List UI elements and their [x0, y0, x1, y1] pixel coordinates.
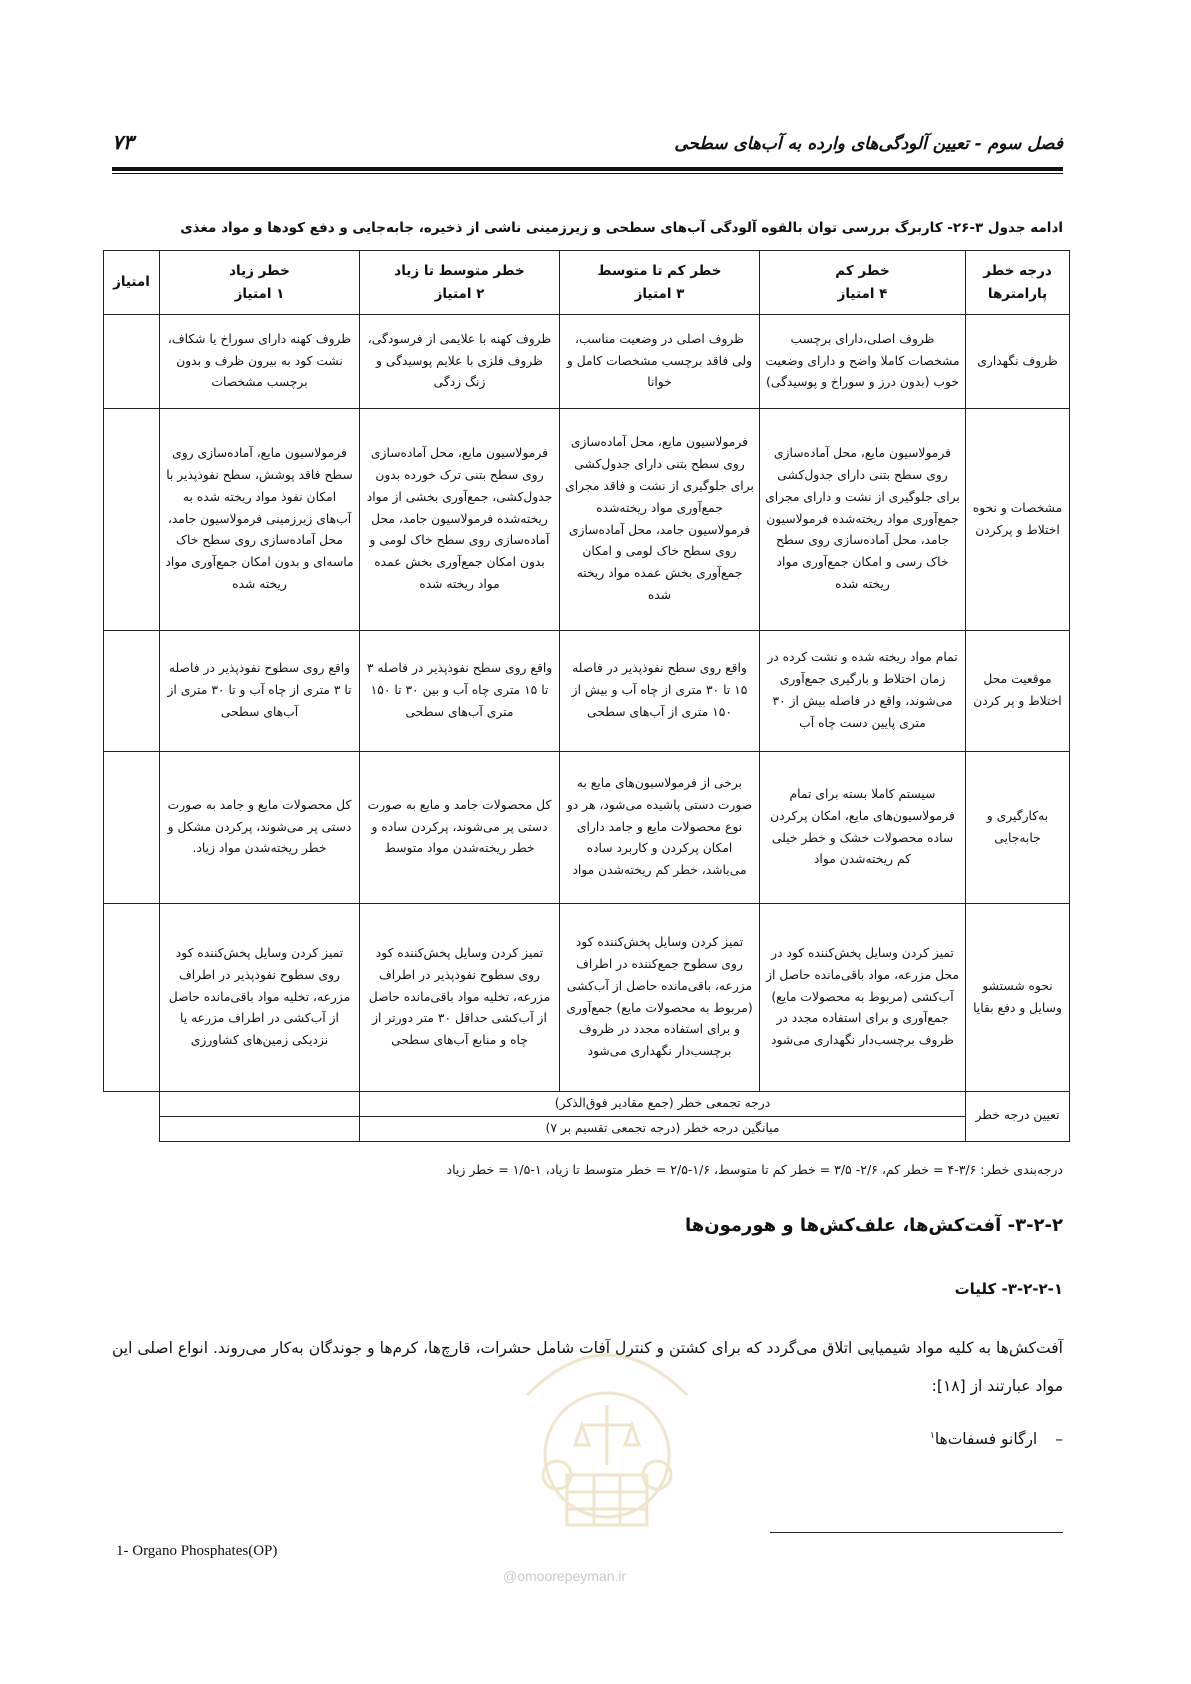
rating-note: درجه‌بندی خطر: ۳/۶-۴ = خطر کم، ۲/۶- ۳/۵ = خطر کم تا متوسط، ۱/۶-۲/۵ = خطر متوسط تا زیاد، ۱-۱/۵ = خطر زیاد [446, 1162, 1063, 1177]
score-cell [104, 752, 160, 904]
column-header-medium-high-risk: خطر متوسط تا زیاد ۲ امتیاز [360, 251, 560, 315]
list-dash: – [1055, 1430, 1063, 1448]
high-risk-cell: واقع روی سطوح نفوذپذیر در فاصله تا ۳ متری از چاه آب و تا ۳۰ متری از آب‌های سطحی [160, 631, 360, 752]
page-header [112, 128, 1063, 164]
low-risk-cell: تمام مواد ریخته شده و نشت کرده در زمان اختلاط و بارگیری جمع‌آوری می‌شوند، واقع در فاصله بیش از ۳۰ متری پایین دست چاه آب [760, 631, 966, 752]
summary-total-cell: درجه تجمعی خطر (جمع مقادیر فوق‌الذکر) [360, 1092, 966, 1117]
subsection-heading: ۳-۲-۲-۱- کلیات [954, 1280, 1063, 1298]
high-risk-cell: فرمولاسیون مایع، آماده‌سازی روی سطح فاقد پوشش، سطح نفوذپذیر با امکان نفوذ مواد ریخته شده به آب‌های زیرزمینی فرمولاسیون جامد، محل آماده‌سازی روی سطح خاک ماسه‌ای و بدون امکان جمع‌آوری مواد ریخته شده [160, 409, 360, 631]
footnote-rule [770, 1532, 1063, 1533]
page-number: ۷۳ [112, 130, 134, 154]
summary-average-cell: میانگین درجه خطر (درجه تجمعی تقسیم بر ۷) [360, 1116, 966, 1141]
column-header-score: امتیاز [104, 251, 160, 315]
low-risk-cell: سیستم کاملا بسته برای تمام فرمولاسیون‌های مایع، امکان پرکردن ساده محصولات خشک و خطر خیلی کم ریخته‌شدن مواد [760, 752, 966, 904]
param-cell: مشخصات و نحوه اختلاط و پرکردن [966, 409, 1070, 631]
body-paragraph: آفت‌کش‌ها به کلیه مواد شیمیایی اتلاق می‌گردد که برای کشتن و کنترل آفات شامل حشرات، قارچ‌ها، کرم‌ها و جوندگان به‌کار می‌روند. انواع اصلی این مواد عبارتند از [۱۸]: [112, 1339, 1063, 1395]
column-header-low-medium-risk: خطر کم تا متوسط ۳ امتیاز [560, 251, 760, 315]
column-header-parameters: درجه خطر پارامترها [966, 251, 1070, 315]
header-rule-thin [112, 173, 1063, 174]
summary-row-average [104, 1116, 1070, 1141]
table-row [104, 904, 1070, 1092]
header-rule [112, 167, 1063, 171]
low-medium-risk-cell: فرمولاسیون مایع، محل آماده‌سازی روی سطح بتنی دارای جدول‌کشی برای جلوگیری از نشت و فاقد مجرای جمع‌آوری مواد ریخته‌شده فرمولاسیون جامد، محل آماده‌سازی روی سطح خاک لومی و امکان جمع‌آوری بخش عمده مواد ریخته شده [560, 409, 760, 631]
medium-high-risk-cell: ظروف کهنه با علایمی از فرسودگی، ظروف فلزی با علایم پوسیدگی و زنگ زدگی [360, 315, 560, 409]
low-medium-risk-cell: واقع روی سطح نفوذپذیر در فاصله ۱۵ تا ۳۰ متری از چاه آب و بیش از ۱۵۰ متری از آب‌های سطحی [560, 631, 760, 752]
score-cell [104, 904, 160, 1092]
param-cell: نحوه شستشو وسایل و دفع بقایا [966, 904, 1070, 1092]
high-risk-cell: کل محصولات مایع و جامد به صورت دستی پر می‌شوند، پرکردن مشکل و خطر ریخته‌شدن مواد زیاد. [160, 752, 360, 904]
summary-average-score-cell [160, 1116, 360, 1141]
param-cell: موقعیت محل اختلاط و پر کردن [966, 631, 1070, 752]
list-item-text: ارگانو فسفات‌ها [934, 1430, 1038, 1448]
summary-total-score-cell [160, 1092, 360, 1117]
chapter-title: فصل سوم - تعیین آلودگی‌های وارده به آب‌های سطحی [674, 134, 1063, 154]
watermark-logo-icon [497, 1325, 717, 1555]
list-item [930, 1430, 1063, 1448]
low-medium-risk-cell: ظروف اصلی در وضعیت مناسب، ولی فاقد برچسب مشخصات کامل و خوانا [560, 315, 760, 409]
low-risk-cell: تمیز کردن وسایل پخش‌کننده کود در محل مزرعه، مواد باقی‌مانده حاصل از آب‌کشی (مربوط به محصولات مایع) جمع‌آوری و برای استفاده مجدد در ظروف برچسب‌دار نگهداری می‌شود [760, 904, 966, 1092]
low-medium-risk-cell: تمیز کردن وسایل پخش‌کننده کود روی سطوح جمع‌کننده در اطراف مزرعه، باقی‌مانده حاصل از آب‌کشی (مربوط به محصولات مایع) جمع‌آوری و برای استفاده مجدد در ظروف برچسب‌دار نگهداری می‌شود [560, 904, 760, 1092]
summary-row-total [104, 1092, 1070, 1117]
column-header-high-risk: خطر زیاد ۱ امتیاز [160, 251, 360, 315]
table-row [104, 409, 1070, 631]
param-cell: به‌کارگیری و جابه‌جایی [966, 752, 1070, 904]
section-heading: ۳-۲-۲- آفت‌کش‌ها، علف‌کش‌ها و هورمون‌ها [684, 1215, 1063, 1236]
column-header-low-risk: خطر کم ۴ امتیاز [760, 251, 966, 315]
summary-label-cell: تعیین درجه خطر [966, 1092, 1070, 1142]
medium-high-risk-cell: واقع روی سطح نفوذپذیر در فاصله ۳ تا ۱۵ متری چاه آب و بین ۳۰ تا ۱۵۰ متری آب‌های سطحی [360, 631, 560, 752]
table-caption: ادامه جدول ۳-۲۶- کاربرگ بررسی توان بالقوه آلودگی آب‌های سطحی و زیرزمینی ناشی از ذخیره، جابه‌جایی و دفع کودها و مواد مغذی [180, 220, 1063, 236]
table-header-row [104, 251, 1070, 315]
footnote: 1- Organo Phosphates(OP) [116, 1543, 278, 1559]
medium-high-risk-cell: کل محصولات جامد و مایع به صورت دستی پر می‌شوند، پرکردن ساده و خطر ریخته‌شدن مواد متوسط [360, 752, 560, 904]
medium-high-risk-cell: فرمولاسیون مایع، محل آماده‌سازی روی سطح بتنی ترک خورده بدون جدول‌کشی، جمع‌آوری بخشی از مواد ریخته‌شده فرمولاسیون جامد، محل آماده‌سازی روی سطح خاک لومی و بدون امکان جمع‌آوری بخش عمده مواد ریخته شده [360, 409, 560, 631]
table-row [104, 752, 1070, 904]
low-medium-risk-cell: برخی از فرمولاسیون‌های مایع به صورت دستی پاشیده می‌شود، هر دو نوع محصولات مایع و جامد دارای امکان پرکردن و کاربرد ساده می‌باشد، خطر کم ریخته‌شدن مواد [560, 752, 760, 904]
score-cell [104, 631, 160, 752]
watermark-url: @omoorepeyman.ir [503, 1568, 627, 1584]
high-risk-cell: تمیز کردن وسایل پخش‌کننده کود روی سطوح نفوذپذیر در اطراف مزرعه، تخلیه مواد باقی‌مانده حاصل از آب‌کشی در اطراف مزرعه یا نزدیکی زمین‌های کشاورزی [160, 904, 360, 1092]
high-risk-cell: ظروف کهنه دارای سوراخ یا شکاف، نشت کود به بیرون ظرف و بدون برچسب مشخصات [160, 315, 360, 409]
param-cell: ظروف نگهداری [966, 315, 1070, 409]
low-risk-cell: فرمولاسیون مایع، محل آماده‌سازی روی سطح بتنی دارای جدول‌کشی برای جلوگیری از نشت و دارای مجرای جمع‌آوری مواد ریخته‌شده فرمولاسیون جامد، محل آماده‌سازی روی سطح خاک رسی و امکان جمع‌آوری مواد ریخته شده [760, 409, 966, 631]
score-cell [104, 315, 160, 409]
table-row [104, 315, 1070, 409]
table-row [104, 631, 1070, 752]
low-risk-cell: ظروف اصلی،دارای برچسب مشخصات کاملا واضح و دارای وضعیت خوب (بدون درز و سوراخ و پوسیدگی) [760, 315, 966, 409]
footnote-ref: ۱ [929, 1430, 935, 1441]
score-cell [104, 409, 160, 631]
risk-assessment-table [103, 250, 1070, 1142]
medium-high-risk-cell: تمیز کردن وسایل پخش‌کننده کود روی سطوح نفوذپذیر در اطراف مزرعه، تخلیه مواد باقی‌مانده حاصل از آب‌کشی حداقل ۳۰ متر دورتر از چاه و منابع آب‌های سطحی [360, 904, 560, 1092]
